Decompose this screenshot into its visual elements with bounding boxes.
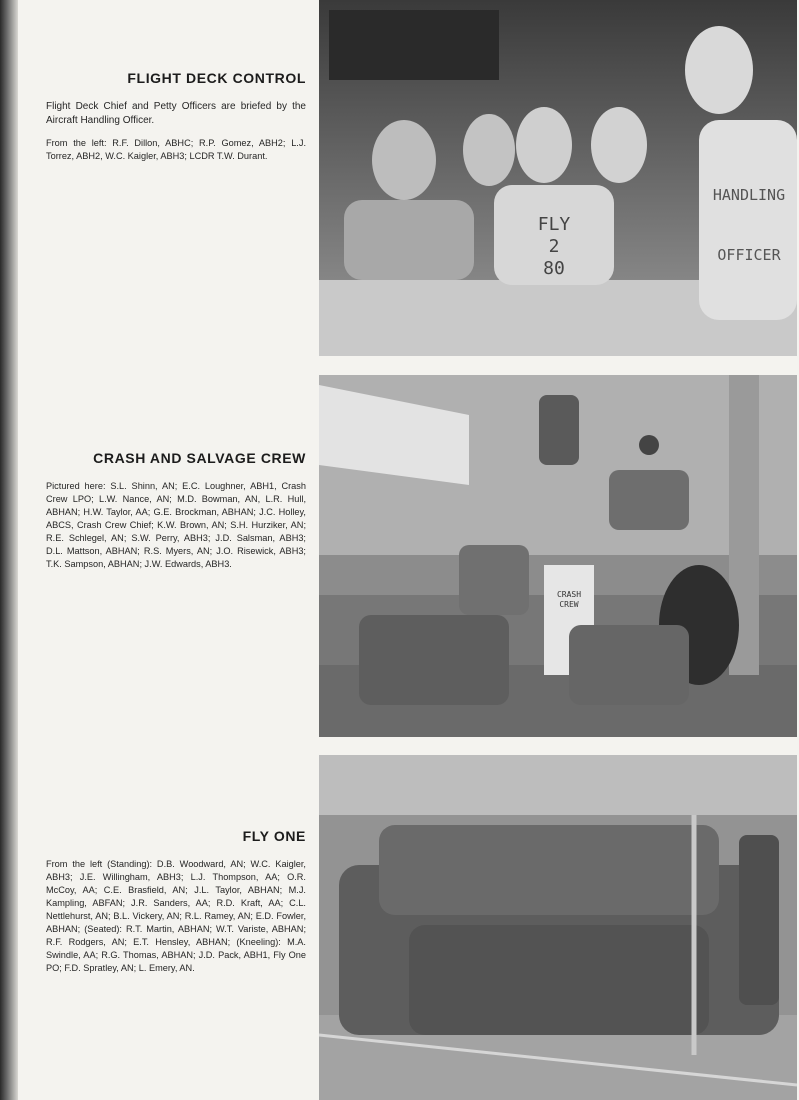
photo-shirt-text-handling: HANDLING — [712, 186, 786, 204]
flight-deck-control-photo — [319, 0, 797, 356]
photo-shirt-text-fly: FLY — [537, 214, 571, 235]
fly-one-section — [46, 828, 306, 984]
photo-shirt-text-officer: OFFICER — [717, 246, 781, 264]
flight-deck-control-heading: FLIGHT DECK CONTROL — [127, 70, 306, 86]
flight-deck-control-names: From the left: R.F. Dillon, ABHC; R.P. Gomez, ABH2; L.J. Torrez, ABH2, W.C. Kaigler, ABH3; LCDR T.W. Durant. — [46, 138, 306, 161]
photo-shirt-text-80: 80 — [543, 258, 565, 279]
crash-salvage-heading: CRASH AND SALVAGE CREW — [93, 450, 306, 466]
page-binding-shadow — [0, 0, 18, 1100]
fly-one-photo — [319, 755, 797, 1100]
photo-suit-text-crash: CRASH — [556, 590, 582, 599]
fly-one-names: From the left (Standing): D.B. Woodward, AN; W.C. Kaigler, ABH3; J.E. Willingham, ABH3; L.J. Thompson, AA; O.R. McCoy, AA; C.E. Brasfield, AN; J.L. Taylor, ABHAN; M.J. Kampling, ABFAN; J.R. Sanders, AA; R.D. Kraft, AA; C.L. Nettlehurst, AN; B.L. Vickery, AN; R.L. Ramey, AN; E.D. Fowler, ABHAN; (Seated): R.T. Martin, ABHAN; W.T. Variste, ABHAN; R.F. Rodgers, AN; E.T. Hensley, ABHAN; (Kneeling): M.A. Swindle, AA; R.G. Thomas, ABHAN; J.D. Pack, ABH1, Fly One PO; F.D. Spratley, AN; L. Emery, AN. — [46, 859, 306, 973]
flight-deck-control-caption: Flight Deck Chief and Petty Officers are briefed by the Aircraft Handling Officer. — [46, 101, 306, 126]
crash-salvage-section — [46, 450, 306, 580]
fly-one-heading: FLY ONE — [242, 828, 306, 844]
crash-salvage-photo — [319, 375, 797, 737]
photo-shirt-text-2: 2 — [548, 236, 560, 257]
photo-suit-text-crew: CREW — [559, 600, 579, 609]
crash-salvage-names: Pictured here: S.L. Shinn, AN; E.C. Loughner, ABH1, Crash Crew LPO; L.W. Nance, AN; M.D. Bowman, AN, L.R. Hull, ABHAN; H.W. Taylor, AA; G.E. Brockman, ABHAN; J.C. Holley, ABCS, Crash Crew Chief; K.W. Brown, AN; S.H. Hurziker, AN; R.E. Schlegel, AN; S.W. Perry, ABH3; J.D. Salsman, ABH3; D.L. Mattson, ABHAN; R.S. Myers, AN; J.O. Risewick, ABH3; T.K. Sampson, ABHAN; J.W. Edwards, ABH3. — [46, 481, 306, 569]
flight-deck-control-section — [46, 70, 306, 172]
